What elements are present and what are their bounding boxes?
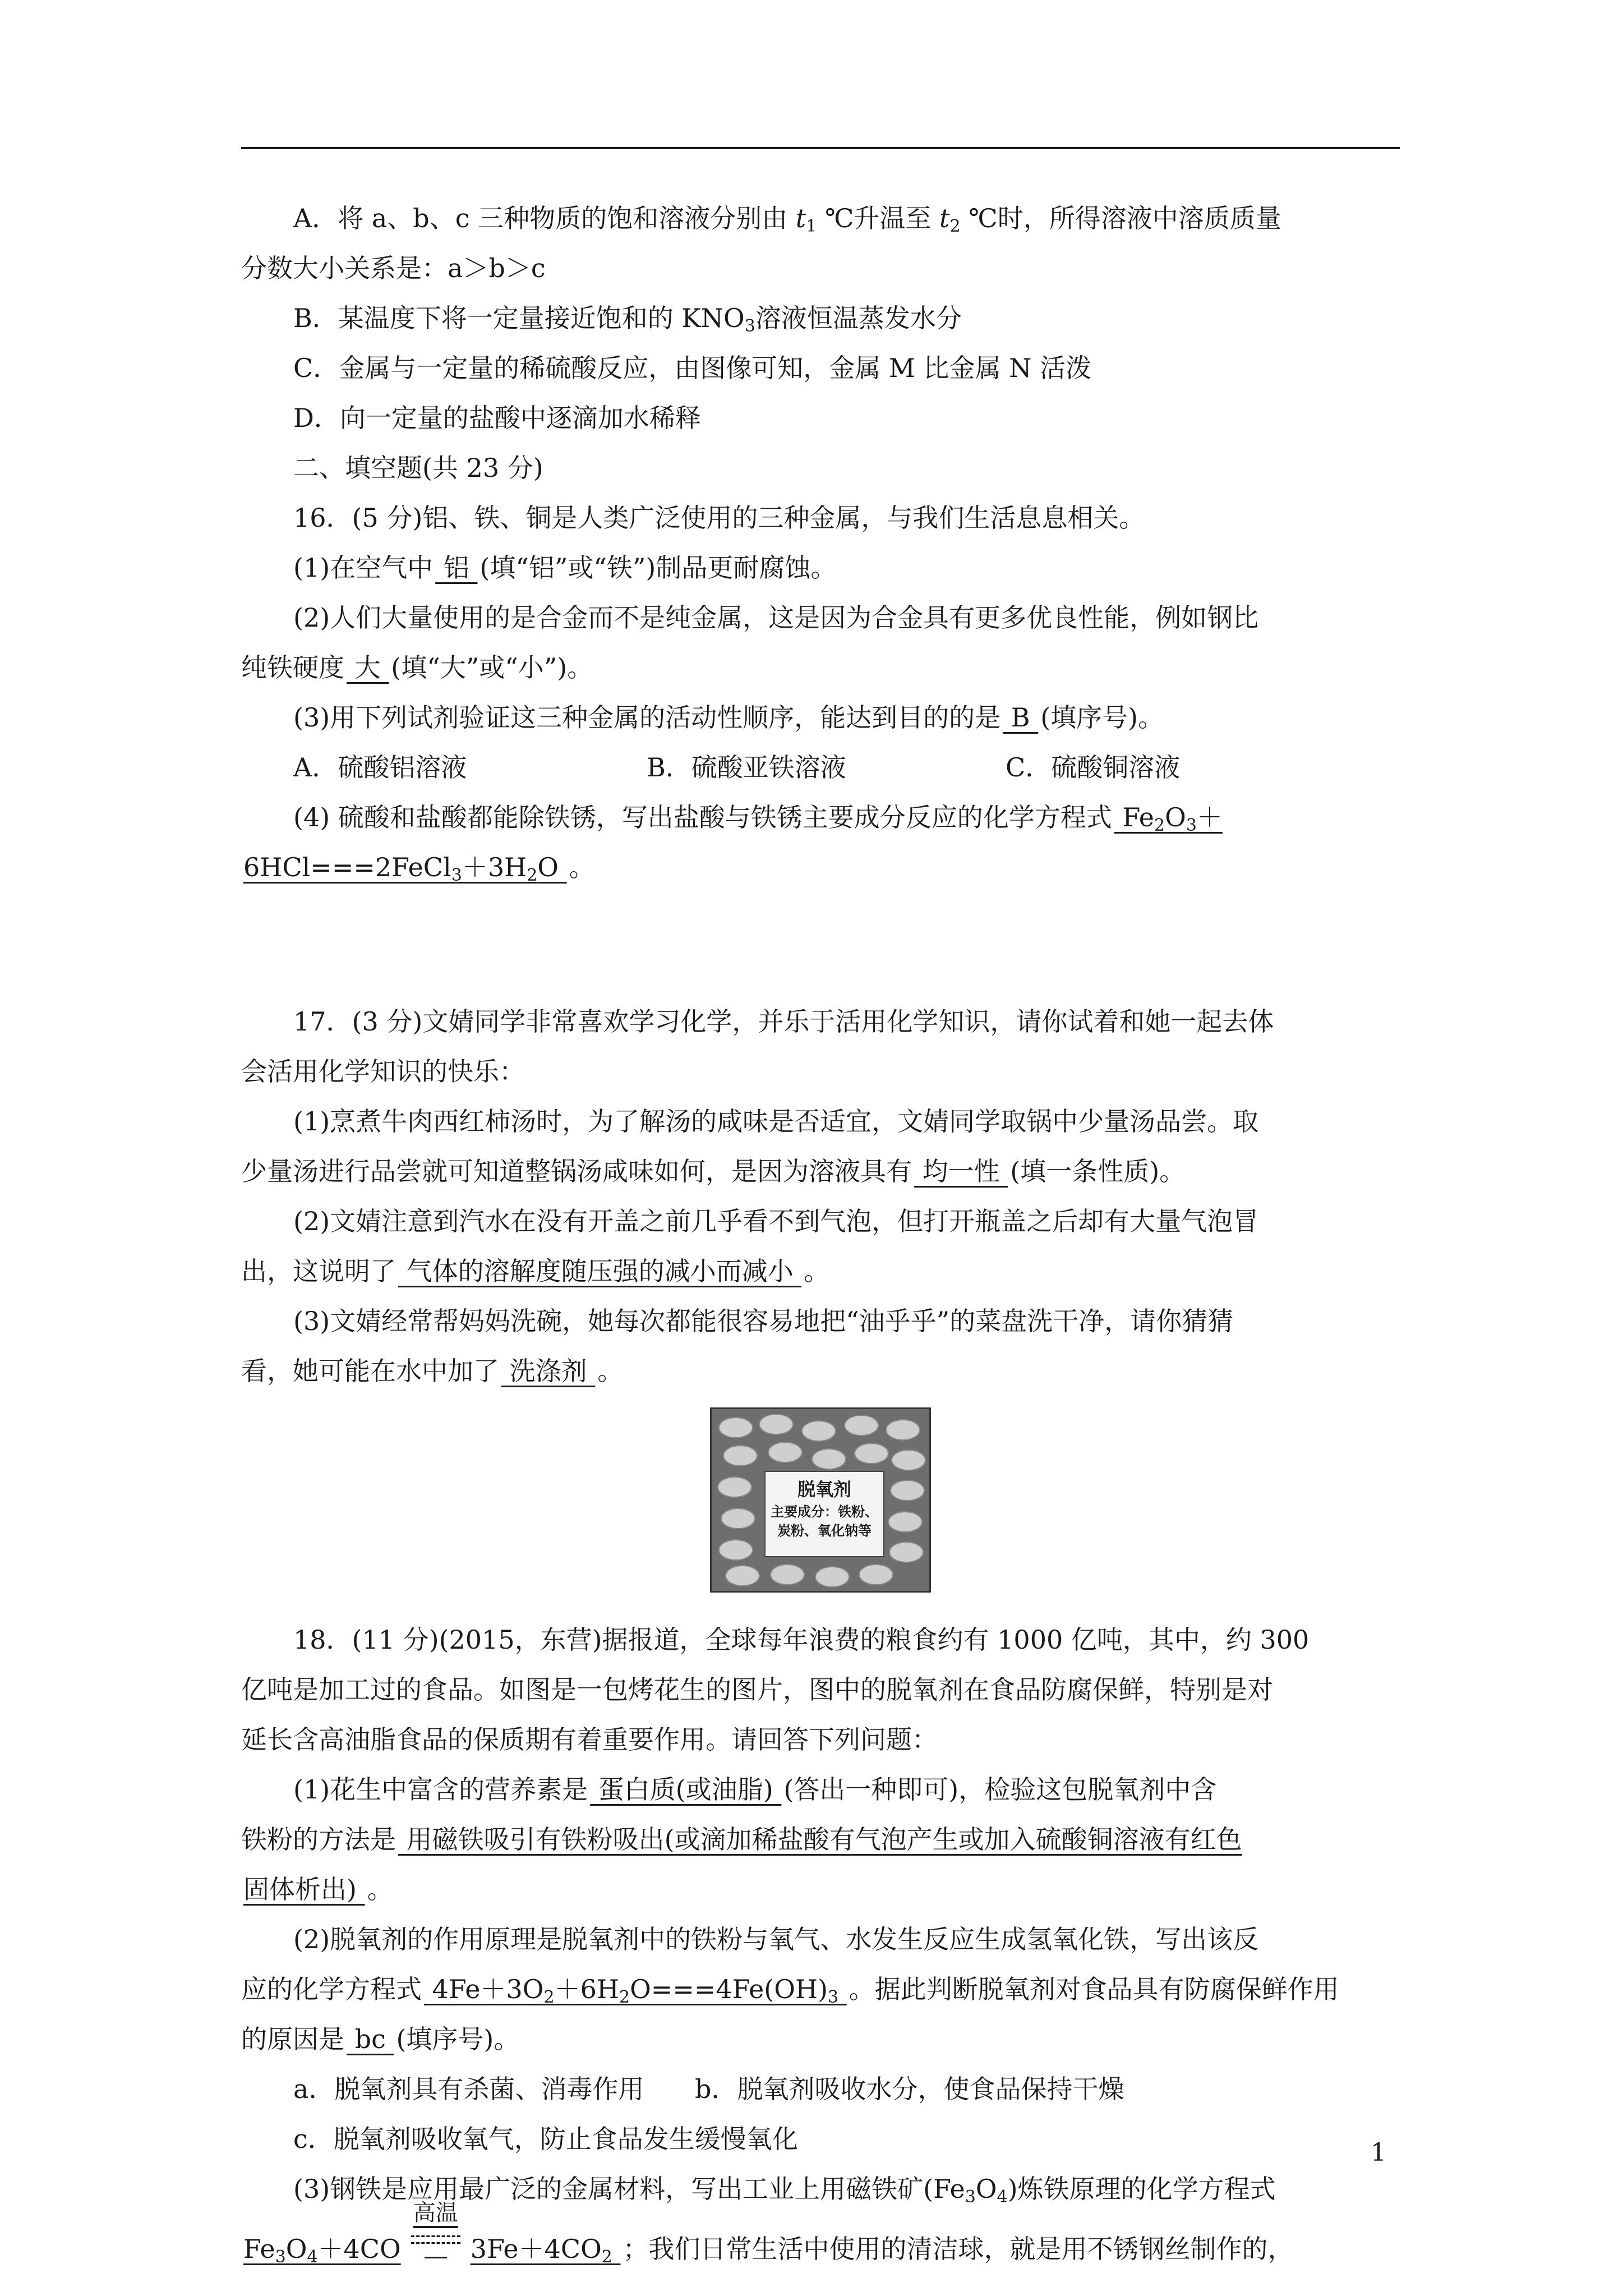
q16-part3: (3)用下列试剂验证这三种金属的活动性顺序，能达到目的的是 B (填序号)。: [293, 702, 1164, 733]
q18-option-a: a．脱氧剂具有杀菌、消毒作用 b．脱氧剂吸收水分，使食品保持干燥: [293, 2074, 1124, 2104]
document-body: [241, 194, 1400, 2274]
page-number: 1: [1371, 2138, 1386, 2167]
answer-blank: 蛋白质(或油脂): [590, 1774, 782, 1805]
q18-part3-cont: $Fe_3O_4+4CO$ 高温 $3Fe+4CO_2$ ；我们日常生活中使用的清洁球，就是用不锈钢丝制作的，: [241, 2224, 1400, 2274]
q18-part1-cont: 铁粉的方法是 用磁铁吸引有铁粉吸出(或滴加稀盐酸有气泡产生或加入硫酸铜溶液有红色: [241, 1815, 1400, 1865]
q18-option-c: c．脱氧剂吸收氧气，防止食品发生缓慢氧化: [293, 2124, 798, 2154]
q17-part1-cont: 少量汤进行品尝就可知道整锅汤咸味如何，是因为溶液具有 均一性 (填一条性质)。: [241, 1156, 1186, 1186]
answer-blank: 铝: [435, 553, 478, 583]
q16-part4-cont: $6HCl===2FeCl_3+3H_2O$ 。: [241, 843, 1400, 892]
answer-blank: 均一性: [914, 1156, 1008, 1186]
q18-stem-cont2: 延长含高油脂食品的保质期有着重要作用。请回答下列问题：: [241, 1724, 938, 1755]
q17-stem-cont: 会活用化学知识的快乐：: [241, 1056, 525, 1087]
answer-blank: $Fe_3O_4+4CO$ 高温 $3Fe+4CO_2$: [243, 2200, 612, 2267]
answer-blank: 用磁铁吸引有铁粉吸出(或滴加稀盐酸有气泡产生或加入硫酸铜溶液有红色: [398, 1824, 1242, 1855]
q18-part1-cont2: 固体析出) 。: [241, 1865, 1400, 1915]
q18-part2: (2)脱氧剂的作用原理是脱氧剂中的铁粉与氧气、水发生反应生成氢氧化铁，写出该反: [293, 1924, 1259, 1954]
q17-part2: (2)文婧注意到汽水在没有开盖之前几乎看不到气泡，但打开瓶盖之后却有大量气泡冒: [293, 1206, 1259, 1236]
q15-option-a-cont: 分数大小关系是：a＞b＞c: [241, 253, 546, 283]
q17-part3-cont: 看，她可能在水中加了 洗涤剂 。: [241, 1356, 624, 1386]
answer-blank: 固体析出): [243, 1874, 365, 1904]
q15-option-c: C．金属与一定量的稀硫酸反应，由图像可知，金属 M 比金属 N 活泼: [293, 353, 1092, 383]
section-heading: 二、填空题(共 23 分): [293, 453, 543, 483]
answer-blank: B: [1003, 702, 1039, 733]
answer-blank: $4Fe+3O_2+6H_2O===4Fe(OH)_3$: [424, 1974, 839, 2007]
answer-blank: 气体的溶解度随压强的减小而减小: [398, 1256, 802, 1286]
answer-blank: $Fe_2O_3+$: [1114, 802, 1223, 835]
answer-blank: bc: [347, 2024, 394, 2054]
q17-part2-cont: 出，这说明了 气体的溶解度随压强的减小而减小 。: [241, 1256, 830, 1286]
q15-option-d: D．向一定量的盐酸中逐滴加水稀释: [293, 403, 701, 433]
q18-stem: 18．(11 分)(2015，东营)据报道，全球每年浪费的粮食约有 1000 亿吨，其中，约 300: [293, 1625, 1310, 1655]
q16-part2-cont: 纯铁硬度 大 (填“大”或“小”)。: [241, 652, 593, 683]
q16-stem: 16．(5 分)铝、铁、铜是人类广泛使用的三种金属，与我们生活息息相关。: [293, 503, 1145, 533]
deoxidizer-label: 脱氧剂 主要成分：铁粉、 炭粉、氧化钠等: [764, 1471, 884, 1557]
q15-option-a: A．将 a、b、c 三种物质的饱和溶液分别由 $t_1$ ℃升温至 $t_2$ ℃时，所得溶液中溶质质量: [293, 203, 1281, 236]
q16-part2: (2)人们大量使用的是合金而不是纯金属，这是因为合金具有更多优良性能，例如钢比: [293, 602, 1259, 633]
answer-blank: 洗涤剂: [501, 1356, 596, 1386]
header-rule: [241, 147, 1400, 149]
q18-stem-cont: 亿吨是加工过的食品。如图是一包烤花生的图片，图中的脱氧剂在食品防腐保鲜，特别是对: [241, 1674, 1273, 1705]
deoxidizer-photo: [710, 1407, 931, 1593]
answer-blank: $6HCl===2FeCl_3+3H_2O$: [243, 852, 567, 885]
q18-part1: (1)花生中富含的营养素是 蛋白质(或油脂) (答出一种即可)，检验这包脱氧剂中含: [293, 1774, 1217, 1805]
q15-option-b: B．某温度下将一定量接近饱和的 $KNO_3$溶液恒温蒸发水分: [293, 303, 962, 336]
answer-blank: 大: [347, 652, 389, 683]
q16-options: A．硫酸铝溶液 B．硫酸亚铁溶液 C．硫酸铜溶液: [293, 752, 1181, 783]
q17-part3: (3)文婧经常帮妈妈洗碗，她每次都能很容易地把“油乎乎”的菜盘洗干净，请你猜猜: [293, 1306, 1234, 1336]
q17-stem: 17．(3 分)文婧同学非常喜欢学习化学，并乐于活用化学知识，请你试着和她一起去体: [293, 1006, 1274, 1037]
q16-part1: (1)在空气中 铝 (填“铝”或“铁”)制品更耐腐蚀。: [293, 553, 837, 583]
q16-part4: (4) 硫酸和盐酸都能除铁锈，写出盐酸与铁锈主要成分反应的化学方程式 $Fe_2O_3+$: [241, 793, 1400, 843]
q17-part1: (1)烹煮牛肉西红柿汤时，为了解汤的咸味是否适宜，文婧同学取锅中少量汤品尝。取: [293, 1106, 1259, 1137]
q18-part2-cont2: 的原因是 bc (填序号)。: [241, 2024, 520, 2054]
q18-part2-cont: 应的化学方程式 $4Fe+3O_2+6H_2O===4Fe(OH)_3$ 。据此判断脱氧剂对食品具有防腐保鲜作用: [241, 1974, 1339, 2007]
reaction-condition: 高温: [409, 2232, 463, 2266]
q18-part3: (3)钢铁是应用最广泛的金属材料，写出工业上用磁铁矿$(Fe_3O_4)$炼铁原理的化学方程式: [293, 2174, 1276, 2207]
